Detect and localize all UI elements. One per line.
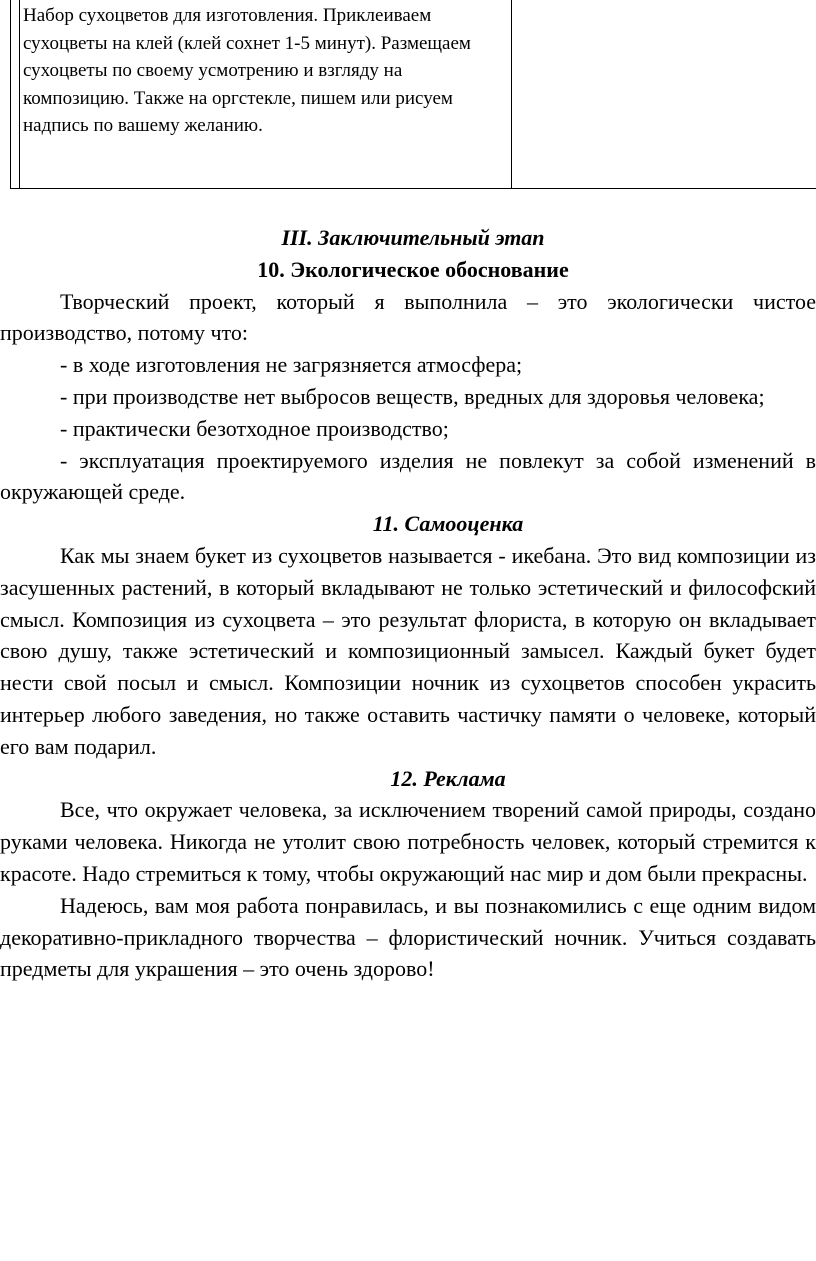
- table-left-column: [11, 0, 20, 188]
- table-cell-text: Набор сухоцветов для изготовления. Приклеиваем сухоцветы на клей (клей сохнет 1-5 минут). Размещаем сухоцветы по своему усмотрению и взгляду на композицию. Также на оргстекле, пишем или рисуем надпись по вашему желанию.: [23, 5, 471, 137]
- table-fragment: [10, 0, 816, 189]
- ecology-item: - эксплуатация проектируемого изделия не повлекут за собой изменений в окружающей среде.: [0, 447, 816, 505]
- self-assessment-text: Как мы знаем букет из сухоцветов называется - икебана. Это вид композиции из засушенных растений, в который вкладывают не только эстетический и философский смысл. Композиция из сухоцвета – это результат флориста, в которую он вкладывает свою душу, также эстетический и композиционный замысел. Каждый букет будет нести свой посыл и смысл. Композиции ночник из сухоцветов способен украсить интерьер любого заведения, но также оставить частичку памяти о человеке, который его вам подарил.: [0, 542, 816, 759]
- ecology-heading: 10. Экологическое обоснование: [257, 256, 569, 282]
- ecology-item: - в ходе изготовления не загрязняется атмосфера;: [60, 352, 523, 378]
- advertising-paragraph-1: Все, что окружает человека, за исключением творений самой природы, создано руками человека. Никогда не утолит свою потребность человек, который стремится к красоте. Надо стремиться к тому, чтобы окружающий нас мир и дом были прекрасны.: [0, 797, 816, 886]
- advertising-paragraph-2: Надеюсь, вам моя работа понравилась, и вы познакомились с еще одним видом декоративно-прикладного творчества – флористический ночник. Учиться создавать предметы для украшения – это очень здорово!: [0, 892, 816, 982]
- document-body: [0, 222, 816, 985]
- self-assessment-heading: 11. Самооценка: [372, 511, 524, 537]
- ecology-item: - практически безотходное производство;: [60, 415, 449, 441]
- ecology-intro: Творческий проект, который я выполнила – это экологически чистое производство, потому что:: [0, 288, 816, 346]
- advertising-heading: 12. Реклама: [390, 765, 506, 791]
- ecology-item: - при производстве нет выбросов веществ, вредных для здоровья человека;: [60, 383, 765, 409]
- table-cell-divider: [511, 0, 512, 188]
- stage-title: III. Заключительный этап: [281, 225, 545, 250]
